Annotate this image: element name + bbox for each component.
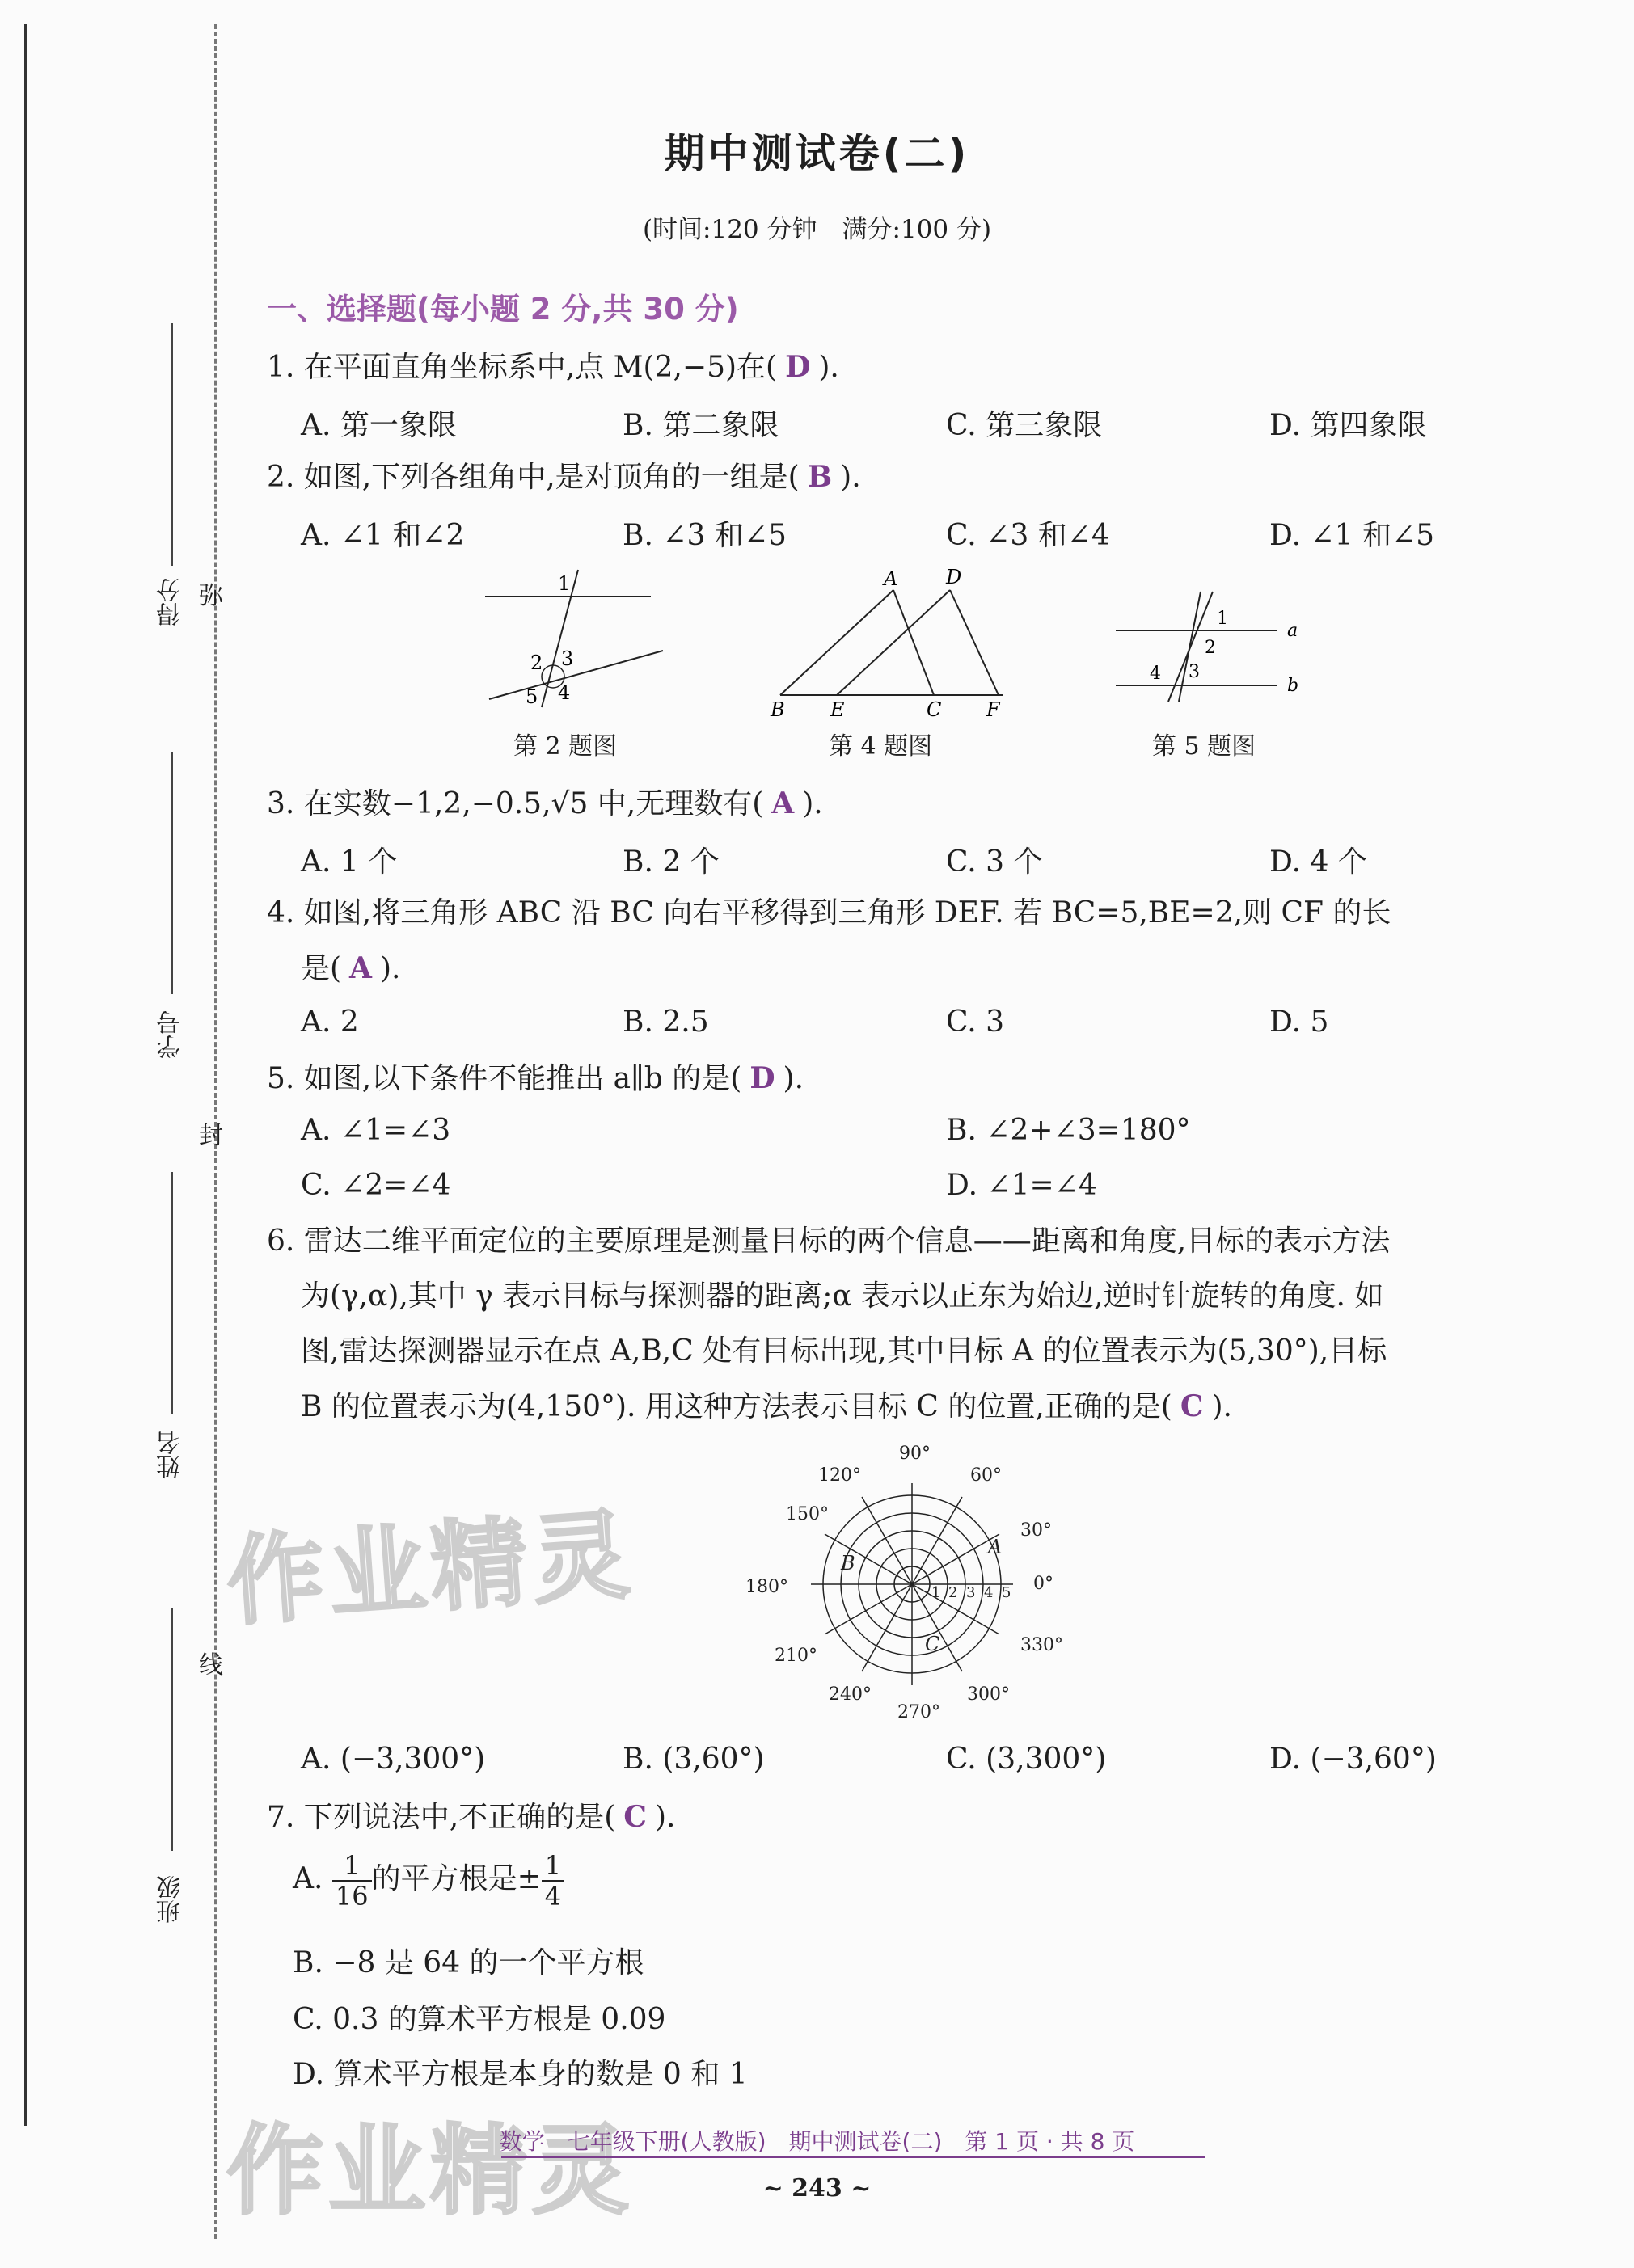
q5-option-c: C. ∠2=∠4 (301, 1169, 451, 1202)
figure-5 (1108, 582, 1318, 703)
q7-option-c: C. 0.3 的算术平方根是 0.09 (293, 2003, 666, 2036)
fig2-label-3: 3 (561, 647, 574, 670)
q3-option-c: C. 3 个 (946, 845, 1043, 879)
q1-option-b: B. 第二象限 (623, 409, 779, 442)
radar-ring-3: 3 (966, 1584, 976, 1601)
radar-ring-5: 5 (1002, 1584, 1011, 1601)
question-3 (267, 776, 823, 832)
watermark-bottom: 作业精灵 (226, 2115, 634, 2228)
name-label: 姓名 (157, 1431, 185, 1479)
radar-angle-180: 180° (745, 1577, 788, 1597)
radar-point-C: C (925, 1633, 940, 1655)
q2-option-b: B. ∠3 和∠5 (623, 519, 787, 552)
q7-option-a (293, 1851, 564, 1911)
question-6-line2: 为(γ,α),其中 γ 表示目标与探测器的距离;α 表示以正东为始边,逆时针旋转的角度. 如 (301, 1279, 1384, 1313)
q3-option-b: B. 2 个 (623, 845, 720, 879)
fig2-caption: 第 2 题图 (513, 732, 618, 761)
figure-2 (469, 566, 679, 711)
figure-4 (768, 566, 1011, 719)
score-underline (171, 323, 173, 566)
answer: B (807, 460, 833, 494)
denominator: 16 (335, 1881, 369, 1912)
question-stem: 1. 在平面直角坐标系中,点 M(2,−5)在( (267, 351, 778, 384)
question-stem: B 的位置表示为(4,150°). 用这种方法表示目标 C 的位置,正确的是( (301, 1390, 1172, 1423)
q3-option-d: D. 4 个 (1269, 845, 1367, 879)
fig4-label-C: C (927, 698, 942, 719)
footer-info: 数学 七年级下册(人教版) 期中测试卷(二) 第 1 页 · 共 8 页 (499, 2128, 1135, 2155)
class-label: 班级 (157, 1875, 185, 1924)
q2-option-a: A. ∠1 和∠2 (301, 519, 465, 552)
question-stem: 5. 如图,以下条件不能推出 a∥b 的是( (267, 1062, 742, 1095)
q4-option-d: D. 5 (1269, 1005, 1329, 1039)
numerator: 1 (542, 1851, 564, 1882)
page-number: ~ 243 ~ (762, 2174, 872, 2203)
answer: D (785, 350, 811, 384)
radar-angle-240: 240° (829, 1684, 872, 1705)
numerator: 1 (332, 1851, 372, 1882)
binding-border-line (24, 24, 27, 2126)
stem-end: ). (379, 952, 401, 985)
radar-angle-0: 0° (1033, 1574, 1053, 1594)
answer: C (1180, 1389, 1204, 1423)
radar-ring-2: 2 (948, 1584, 958, 1601)
q2-option-c: C. ∠3 和∠4 (946, 519, 1110, 552)
fig5-label-1: 1 (1217, 609, 1228, 629)
fraction-1-4 (542, 1851, 564, 1911)
question-7 (267, 1790, 675, 1845)
q1-option-d: D. 第四象限 (1269, 409, 1427, 442)
question-stem: 3. 在实数−1,2,−0.5,√5 中,无理数有( (267, 787, 764, 820)
q1-option-c: C. 第三象限 (946, 409, 1103, 442)
option-text: 的平方根是± (371, 1862, 542, 1895)
fig4-label-D: D (946, 566, 962, 588)
fig5-caption: 第 5 题图 (1152, 732, 1256, 761)
fig2-label-2: 2 (530, 651, 543, 674)
q7-option-b: B. −8 是 64 的一个平方根 (293, 1946, 644, 1979)
question-stem: 7. 下列说法中,不正确的是( (267, 1801, 616, 1834)
q4-option-a: A. 2 (301, 1005, 359, 1039)
option-letter: A. (293, 1862, 332, 1895)
question-6-line1: 6. 雷达二维平面定位的主要原理是测量目标的两个信息——距离和角度,目标的表示方法 (267, 1225, 1391, 1258)
q3-option-a: A. 1 个 (301, 845, 398, 879)
stem-end: ). (1211, 1390, 1233, 1423)
fig5-label-2: 2 (1205, 638, 1216, 658)
radar-angle-210: 210° (775, 1646, 817, 1666)
radar-angle-90: 90° (899, 1444, 931, 1464)
question-6 (301, 1379, 1232, 1435)
q6-option-b: B. (3,60°) (623, 1743, 765, 1776)
fig5-label-4: 4 (1150, 664, 1161, 684)
fig4-label-B: B (771, 698, 785, 719)
section-heading: 一、选择题(每小题 2 分,共 30 分) (267, 292, 739, 327)
q6-option-a: A. (−3,300°) (301, 1743, 486, 1776)
fig4-caption: 第 4 题图 (829, 732, 933, 761)
radar-angle-120: 120° (818, 1465, 861, 1486)
answer: A (349, 951, 372, 985)
q1-option-a: A. 第一象限 (301, 409, 457, 442)
fig2-label-4: 4 (558, 681, 571, 704)
q5-option-b: B. ∠2+∠3=180° (946, 1114, 1191, 1147)
denominator: 4 (544, 1881, 562, 1912)
radar-angle-150: 150° (786, 1504, 829, 1524)
stem-end: ). (802, 787, 823, 820)
fig4-label-A: A (884, 567, 898, 590)
fig2-label-5: 5 (526, 685, 538, 708)
student-no-underline (171, 752, 173, 994)
radar-point-B: B (841, 1552, 855, 1575)
question-2 (267, 449, 861, 505)
fraction-1-16 (332, 1851, 372, 1911)
seal-char-xian: 线 (199, 1651, 223, 1680)
q6-option-d: D. (−3,60°) (1269, 1743, 1437, 1776)
fig5-label-a: a (1287, 621, 1298, 641)
radar-angle-30: 30° (1020, 1520, 1052, 1541)
radar-angle-270: 270° (897, 1702, 940, 1722)
q2-option-d: D. ∠1 和∠5 (1269, 519, 1435, 552)
watermark: 作业精灵 (223, 1499, 638, 1640)
question-5 (267, 1051, 804, 1107)
answer: A (771, 786, 795, 820)
fig5-label-3: 3 (1189, 662, 1200, 682)
fig2-label-1: 1 (558, 572, 571, 595)
stem-end: ). (818, 351, 839, 384)
q5-option-a: A. ∠1=∠3 (301, 1114, 451, 1147)
radar-ring-1: 1 (931, 1584, 941, 1601)
fig5-label-b: b (1287, 676, 1299, 696)
q5-option-d: D. ∠1=∠4 (946, 1169, 1097, 1202)
stem-end: ). (783, 1062, 804, 1095)
stem-end: ). (840, 461, 861, 494)
name-underline (171, 1172, 173, 1414)
radar-figure (728, 1439, 1100, 1730)
fig4-label-E: E (830, 698, 845, 719)
question-4 (301, 941, 400, 997)
score-label: 得分 (157, 578, 185, 626)
question-stem: 是( (301, 952, 342, 985)
seal-char-mi: 弥 (199, 582, 223, 610)
answer: D (749, 1061, 775, 1095)
q6-option-c: C. (3,300°) (946, 1743, 1107, 1776)
q4-option-b: B. 2.5 (623, 1005, 709, 1039)
question-stem: 2. 如图,下列各组角中,是对顶角的一组是( (267, 461, 800, 494)
stem-end: ). (654, 1801, 676, 1834)
radar-angle-300: 300° (967, 1684, 1010, 1705)
radar-point-A: A (988, 1536, 1003, 1558)
answer: C (623, 1800, 647, 1834)
seal-char-feng: 封 (199, 1122, 223, 1150)
exam-info: (时间:120 分钟 满分:100 分) (642, 215, 992, 244)
radar-angle-60: 60° (970, 1465, 1002, 1486)
page-title: 期中测试卷(二) (664, 130, 970, 177)
class-underline (171, 1608, 173, 1851)
radar-ring-4: 4 (984, 1584, 994, 1601)
radar-angle-330: 330° (1020, 1635, 1063, 1655)
question-4-line1: 4. 如图,将三角形 ABC 沿 BC 向右平移得到三角形 DEF. 若 BC=5,BE=2,则 CF 的长 (267, 896, 1391, 930)
question-6-line3: 图,雷达探测器显示在点 A,B,C 处有目标出现,其中目标 A 的位置表示为(5,30°),目标 (301, 1334, 1387, 1368)
fig4-label-F: F (986, 698, 1000, 719)
student-no-label: 学号 (157, 1010, 185, 1059)
footer-underline (501, 2156, 1205, 2158)
q4-option-c: C. 3 (946, 1005, 1005, 1039)
question-1 (267, 339, 839, 395)
q7-option-d: D. 算术平方根是本身的数是 0 和 1 (293, 2058, 748, 2091)
